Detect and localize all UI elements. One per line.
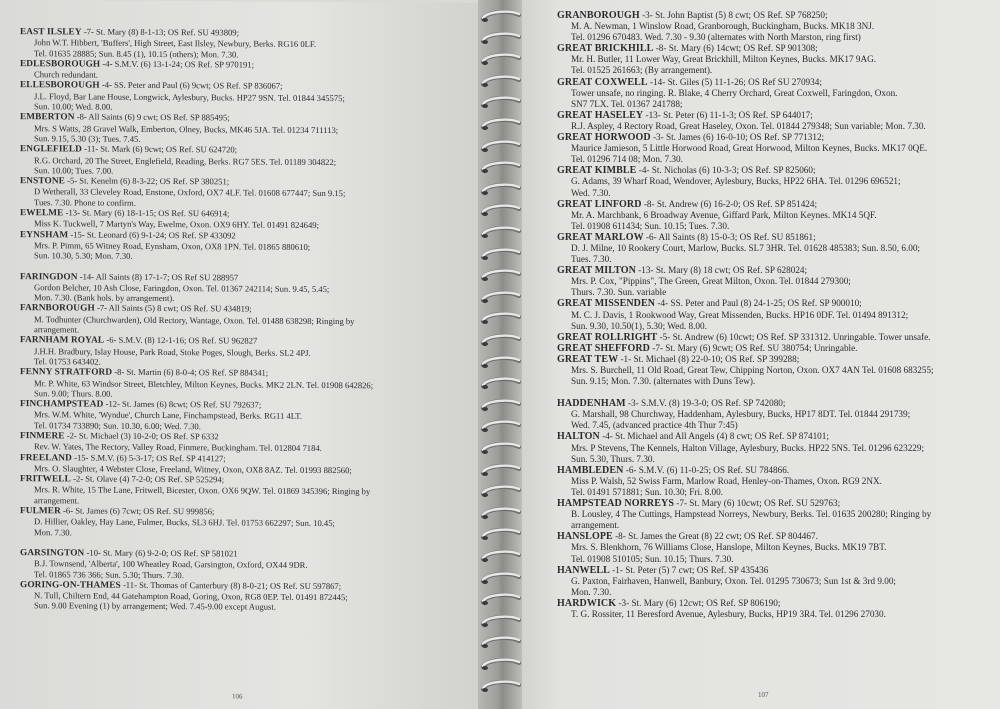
entry-detail-line: Wed. 7.45, (advanced practice 4th Thur 7:45) [571,420,738,431]
tower-name: EAST ILSLEY [20,27,82,38]
entry-heading-line [557,431,987,442]
entry-detail-line: Tel. 01734 733890; Sun. 10.30, 6.00; Wed. 7.30. [34,419,201,431]
tower-name: GREAT LINFORD [557,198,642,210]
entry-detail-line: Tel. 01865 736 366; Sun. 5.30; Thurs. 7.30. [34,568,184,580]
spiral-ring [480,269,522,282]
tower-entry [20,452,475,476]
spiral-ring [480,53,522,66]
entry-detail-line: Sun. 9.00; Thurs. 8.00. [34,388,113,399]
tower-details: -6- All Saints (8) 15-0-3; OS Ref. SU 851861; [645,231,816,242]
tower-details: -3- S.M.V. (8) 19-3-0; OS Ref. SP 742080; [627,398,786,409]
entry-detail-line: Tel. 01525 261663; (By arrangement). [571,65,713,76]
entry-heading-line [557,565,987,576]
tower-details: -14- All Saints (8) 17-1-7; OS Ref SU 288957 [79,271,239,282]
entry-heading-line [557,343,987,354]
entry-detail-line: Tel. 01296 670483. Wed. 7.30 - 9.30 (alternates with North Marston, ring first) [571,32,861,43]
tower-details: -6- St. James (6) 7cwt; OS Ref. SU 999856; [63,505,215,517]
spiral-ring [480,550,522,563]
spiral-ring [480,96,522,109]
spiral-ring [480,680,522,693]
spiral-ring [480,356,522,369]
tower-details: -8- St. Martin (6) 8-0-4; OS Ref. SP 884341; [114,366,269,378]
entry-detail-line: N. Tull, Chiltern End, 44 Gatehampton Road, Goring, Oxon, RG8 0EP. Tel. 01491 872445; [34,590,348,603]
spiral-ring [480,140,522,153]
entry-detail-line: D Wetherall, 33 Cleveley Road, Enstone, Oxford, OX7 4LF. Tel. 01608 677447; Sun 9.15; [34,186,346,199]
entry-detail-line: Tel. 01908 510105; Sun. 10.15; Thurs. 7.30. [571,553,734,564]
entry-detail-line: Sun. 9.30, 10.50(1), 5.30; Wed. 8.00. [571,320,707,331]
tower-details: -8- St. Mary (6) 14cwt; OS Ref. SP 901308; [655,43,818,54]
tower-name: GRANBOROUGH [557,10,640,21]
entry-detail-line: Church redundant. [34,69,98,80]
tower-entry [20,58,475,82]
entry-detail-line: Mon. 7.30. (Bank hols. by arrangement). [34,292,175,304]
tower-name: EMBERTON [20,112,75,123]
tower-name: GREAT SHEFFORD [557,342,650,354]
entry-detail-line: Gordon Belcher, 10 Ash Close, Faringdon, Oxon. Tel. 01367 242114; Sun. 9.45, 5.45; [34,282,330,294]
tower-name: FRITWELL [20,474,71,485]
tower-entry [557,354,987,387]
tower-name: GREAT HASELEY [557,109,644,121]
entry-detail-line: Mr. A. Marchbank, 6 Broadway Avenue, Giffard Park, Milton Keynes. MK14 5QF. [571,209,877,220]
entry-detail-line: Miss P. Walsh, 52 Swiss Farm, Marlow Road, Henley-on-Thames, Oxon. RG9 2NX. [571,475,882,486]
entry-detail-line: Tel. 01296 714 08; Mon. 7.30. [571,154,683,165]
spiral-ring [480,334,522,347]
tower-entry [557,598,987,620]
tower-details: -15- S.M.V. (6) 5-3-17; OS Ref. SP 414127; [74,452,226,463]
tower-details: -8- St. Andrew (6) 16-2-0; OS Ref. SP 851424; [643,198,818,209]
tower-name: HARDWICK [557,597,617,609]
tower-details: -4- St. Nicholas (6) 10-3-3; OS Ref. SP 825060; [638,165,816,176]
tower-entry [20,398,475,433]
entry-detail-line: J.H.H. Bradbury, Islay House, Park Road, Stoke Poges, Slough, Berks. SL2 4PJ. [34,345,311,358]
tower-details: -4- S.M.V. (6) 13-1-24; OS Ref. SP 970191; [102,58,254,70]
entry-heading-line [557,43,987,54]
spiral-ring [480,118,522,131]
right-entries [557,10,987,620]
entry-heading-line [557,398,987,409]
spiral-ring [480,636,522,649]
entry-detail-line: Mr. P. White, 63 Windsor Street, Bletchley, Milton Keynes, Bucks. MK2 2LN. Tel. 01908 642826; [34,377,374,390]
entry-detail-line: Mrs. S. Burchell, 11 Old Road, Great Tew, Chipping Norton, Oxon. OX7 4AN Tel. 01608 683255; [571,365,934,375]
tower-entry [557,565,987,598]
spiral-ring [480,32,522,45]
entry-detail-line: R.G. Orchard, 20 The Street, Englefield, Reading, Berks. RG7 5ES. Tel. 01189 304822; [34,154,337,167]
spiral-ring [480,204,522,217]
tower-entry [20,473,475,508]
tower-entry [557,10,987,43]
tower-entry [557,332,987,343]
tower-name: EDLESBOROUGH [20,59,101,70]
tower-details: -6- S.M.V. (6) 11-0-25; OS Ref. SU 784866. [625,464,790,475]
tower-entry [20,80,475,115]
spiral-ring [480,248,522,261]
tower-details: -5- St. Andrew (6) 10cwt; OS Ref. SP 331312. Unringable. Tower unsafe. [659,331,931,342]
entry-detail-line: M. Todhunter (Churchwarden), Old Rectory, Wantage, Oxon. Tel. 01488 638298; Ringing by [34,313,355,326]
entry-detail-line: Sun. 5.30, Thurs. 7.30. [571,453,655,464]
tower-details: -4- SS. Peter and Paul (6) 9cwt; OS Ref. SP 836067; [101,80,283,92]
entry-detail-line: Mrs. P. Cox, "Pippins", The Green, Great Milton, Oxon. Tel. 01844 279300; [571,276,851,287]
tower-entry [557,77,987,110]
tower-details: -13- St. Peter (6) 11-1-3; OS Ref. SP 644017; [645,109,813,120]
tower-name: GREAT MISSENDEN [557,298,656,310]
entry-detail-line: Maurice Jamieson, 5 Little Horwood Road, Great Horwood, Milton Keynes, Bucks. MK17 0QE. [571,143,928,154]
tower-name: HANSLOPE [557,531,613,543]
spiral-ring [480,161,522,174]
tower-details: -3- St. John Baptist (5) 8 cwt; OS Ref. SP 768250; [642,10,828,20]
tower-details: -4- SS. Peter and Paul (8) 24-1-25; OS Ref. SP 900010; [657,298,862,309]
tower-entry [557,531,987,564]
tower-name: FINCHAMPSTEAD [20,399,104,410]
tower-details: -7- St. Mary (8) 8-1-13; OS Ref. SU 493809; [83,26,239,38]
tower-details: -1- St. Michael (8) 22-0-10; OS Ref. SP 399288; [620,353,800,364]
entry-heading-line [557,110,987,121]
tower-entry [557,199,987,232]
entry-detail-line: Sun. 9.00 Evening (1) by arrangement; Wed. 7.45-9.00 except August. [34,600,276,613]
entry-heading-line [557,298,987,309]
left-page-number: 106 [232,692,243,701]
entry-heading-line [557,132,987,143]
entry-detail-line: Tel. 01753 643402. [34,356,101,367]
tower-details: -8- All Saints (6) 9 cwt; OS Ref. SP 885495; [76,111,230,123]
tower-details: -1- St. Peter (5) 7 cwt; OS Ref. SP 435436 [612,564,769,575]
tower-entry [20,303,475,338]
entry-detail-line: Rev. W. Yates, The Rectory, Valley Road, Finmere, Buckingham. Tel. 012804 7184. [34,441,322,454]
entry-heading-line [557,10,987,21]
tower-entry [20,579,475,614]
spiral-ring [480,291,522,304]
tower-details: -7- St. Mary (6) 9cwt; OS Ref. SU 380754; Unringable. [652,342,858,353]
entry-detail-line: Sun. 10.00; Wed. 8.00. [34,101,113,112]
entry-detail-line: G. Adams, 39 Wharf Road, Wendover, Aylesbury, Bucks, HP22 6HA. Tel. 01296 696521; [571,176,901,187]
tower-entry [20,271,475,306]
spiral-ring [480,485,522,498]
tower-name: GREAT TEW [557,353,619,365]
tower-entry [557,165,987,198]
entry-detail-line: Tues. 7.30. [571,254,612,265]
tower-entry [20,430,475,454]
tower-name: FENNY STRATFORD [20,367,113,378]
tower-name: GORING-ON-THAMES [20,579,121,591]
tower-name: HALTON [557,431,600,443]
spiral-ring [480,658,522,671]
entry-detail-line: Sun. 10.30, 5.30; Mon. 7.30. [34,250,133,262]
tower-entry [557,110,987,132]
entry-detail-line: M. C. J. Davis, 1 Rookwood Way, Great Missenden, Bucks. HP16 0DF. Tel. 01494 891312; [571,309,909,320]
tower-entry [20,547,475,582]
tower-entry [557,465,987,498]
tower-name: HANWELL [557,564,610,576]
entry-detail-line: Wed. 7.30. [571,187,611,198]
tower-details: -13- St. Mary (6) 18-1-15; OS Ref. SU 646914; [65,207,230,219]
tower-details: -6- S.M.V. (8) 12-1-16; OS Ref. SU 962827 [106,334,258,346]
tower-entry [557,343,987,354]
spiral-ring [480,10,522,23]
spiral-ring [480,464,522,477]
tower-name: GREAT MILTON [557,265,636,277]
tower-name: GREAT MARLOW [557,231,644,243]
tower-name: GARSINGTON [20,548,85,559]
entry-detail-line: Miss K. Tuckwell, 7 Martyn's Way, Ewelme, Oxon. OX9 6HY. Tel. 01491 824649; [34,218,319,231]
tower-entry [20,505,475,540]
tower-details: -7- All Saints (5) 8 cwt; OS Ref. SU 434819; [96,303,252,314]
spiral-ring [480,442,522,455]
entry-heading-line [557,465,987,476]
tower-name: FINMERE [20,431,65,442]
entry-detail-line: Mrs. P Stevens, The Kennels, Halton Village, Aylesbury, Bucks. HP22 5NS. Tel. 01296 623229; [571,442,925,453]
entry-detail-line: Tues. 7.30. Phone to confirm. [34,196,136,208]
entry-detail-line: Mrs. P. Pimm, 65 Witney Road, Eynsham, Oxon, OX8 1PN. Tel. 01865 880610; [34,240,311,252]
spiral-ring [480,226,522,239]
tower-name: GREAT BRICKHILL [557,43,654,55]
tower-details: -12- St. James (6) 8cwt; OS Ref. SU 792637; [105,398,262,410]
entry-detail-line: Sun. 10.00; Tues. 7.00. [34,165,114,176]
tower-name: GREAT ROLLRIGHT [557,331,658,343]
tower-details: -2- St. Michael (3) 10-2-0; OS Ref. SP 6332 [66,430,219,442]
tower-details: -15- St. Leonard (6) 9-1-24; OS Ref. SP 433092 [70,229,236,241]
tower-name: FULMER [20,506,61,517]
entry-detail-line: G. Marshall, 98 Churchway, Haddenham, Aylesbury, Bucks, HP17 8DT. Tel. 01844 291739; [571,409,911,420]
section-gap [557,387,987,398]
spiral-ring [480,593,522,606]
entry-detail-line: G. Paxton, Fairhaven, Hanwell, Banbury, Oxon. Tel. 01295 730673; Sun 1st & 3rd 9.00; [571,575,896,586]
tower-name: HAMPSTEAD NORREYS [557,498,674,510]
spiral-ring [480,572,522,585]
entry-detail-line: D. J. Milne, 10 Rookery Court, Marlow, Bucks. SL7 3HR. Tel. 01628 485383; Sun. 8.50, 6.00; [571,242,920,253]
entry-heading-line [557,265,987,276]
tower-entry [557,298,987,331]
entry-detail-line: Sun. 9.15; Mon. 7.30. (alternates with Duns Tew). [571,376,756,387]
spiral-ring [480,377,522,390]
entry-detail-line: Mon. 7.30. [34,526,72,538]
spiral-ring [480,528,522,541]
tower-entry [20,207,475,231]
entry-heading-line [557,165,987,176]
tower-entry [557,43,987,76]
entry-detail-line: R.J. Aspley, 4 Rectory Road, Great Haseley, Oxon. Tel. 01844 279348; Sun variable; Mon. 7.30. [571,120,926,131]
entry-detail-line: Tel. 01908 611434; Sun. 10.15; Tues. 7.30. [571,220,730,231]
tower-entry [20,26,475,61]
entry-detail-line: SN7 7LX. Tel. 01367 241788; [571,98,683,109]
right-page [500,0,1000,709]
tower-name: GREAT HORWOOD [557,132,651,144]
entry-detail-line: Mrs. S. Blenkhorn, 76 Williams Close, Hanslope, Milton Keynes, Bucks. MK19 7BT. [571,542,887,553]
entry-detail-line: arrangement. [34,494,80,506]
tower-name: FARINGDON [20,271,78,283]
tower-entry [20,366,475,401]
tower-details: -3- St. James (6) 16-0-10; OS Ref. SP 771312; [652,132,825,143]
tower-name: GREAT COXWELL [557,76,648,88]
tower-details: -13- St. Mary (8) 18 cwt; OS Ref. SP 628024; [638,265,808,276]
entry-heading-line [557,498,987,509]
tower-name: FARNHAM ROYAL [20,335,105,346]
tower-details: -8- St. James the Great (8) 22 cwt; OS Ref. SP 804467. [615,531,818,542]
entry-detail-line: Mrs. W.M. White, 'Wyndue', Church Lane, Finchampstead, Berks. RG11 4LT. [34,409,302,422]
spiral-ring [480,75,522,88]
tower-name: HAMBLEDEN [557,464,624,476]
tower-name: GREAT KIMBLE [557,165,637,177]
entry-detail-line: J.L. Floyd, Bar Lane House, Longwick, Aylesbury, Bucks. HP27 9SN. Tel. 01844 345575; [34,90,345,103]
entry-heading-line [557,332,987,343]
entry-detail-line: arrangement. [34,324,80,335]
tower-details: -7- St. Mary (6) 10cwt; OS Ref. SU 529763; [676,498,841,509]
tower-entry [557,431,987,464]
entry-detail-line: Sun. 9.15, 5.30 (3); Tues. 7.45. [34,133,141,144]
tower-entry [20,143,475,178]
entry-detail-line: Mrs. S Watts, 28 Gravel Walk, Emberton, Olney, Bucks, MK46 5JA. Tel. 01234 711113; [34,122,339,135]
tower-details: -5- St. Kenelm (6) 8-3-22; OS Ref. SP 380251; [67,175,230,187]
tower-entry [557,132,987,165]
tower-name: ENSTONE [20,176,65,187]
tower-details: -11- St. Mark (6) 9cwt; OS Ref. SU 624720; [84,143,238,155]
tower-details: -4- St. Michael and All Angels (4) 8 cwt; OS Ref. SP 874101; [602,431,829,442]
tower-name: ELLESBOROUGH [20,80,100,92]
entry-detail-line: B.J. Townsend, 'Alberta', 100 Wheatley Road, Garsington, Oxford, OX44 9DR. [34,558,308,571]
entry-detail-line: M. A. Newman, 1 Winslow Road, Granborough, Buckingham, Bucks. MK18 3NJ. [571,21,875,32]
entry-detail-line: Mrs. R. White, 15 The Lane, Fritwell, Bicester, Oxon. OX6 9QW. Tel. 01869 345396; Ringing by [34,484,371,497]
entry-heading-line [557,199,987,210]
spiral-ring [480,420,522,433]
tower-entry [20,334,475,369]
tower-entry [20,175,475,210]
entry-heading-line [557,598,987,609]
entry-detail-line: Mrs. O. Slaughter, 4 Webster Close, Freeland, Witney, Oxon, OX8 8AZ. Tel. 01993 882560; [34,463,352,476]
entry-heading-line [557,531,987,542]
tower-entry [557,498,987,531]
tower-name: HADDENHAM [557,398,626,410]
entry-detail-line: arrangement. [571,520,620,531]
tower-details: -11- St. Thomas of Canterbury (8) 8-0-21; OS Ref. SU 597867; [122,579,342,591]
entry-detail-line: Mon. 7.30. [571,586,612,597]
entry-detail-line: John W.T. Hibbert, 'Buffers', High Street, East Ilsley, Newbury, Berks. RG16 0LF. [34,37,317,50]
tower-name: EWELME [20,208,64,219]
spiral-ring [480,399,522,412]
tower-name: EYNSHAM [20,229,69,241]
tower-details: -2- St. Olave (4) 7-2-0; OS Ref. SP 525294; [73,473,225,485]
entry-detail-line: T. G. Rossiter, 11 Beresford Avenue, Aylesbury, Bucks, HP19 3R4. Tel. 01296 27030. [571,608,886,619]
entry-detail-line: D. Hillier, Oakley, Hay Lane, Fulmer, Bucks, SL3 6HJ. Tel. 01753 662297; Sun. 10.45; [34,516,335,529]
entry-heading-line [557,354,987,365]
tower-entry [557,265,987,298]
tower-details: -3- St. Mary (6) 12cwt; OS Ref. SP 806190; [618,597,781,608]
entry-detail-line: Tel. 01635 28885; Sun. 8.45 (1), 10.15 (others); Mon. 7.30. [34,47,239,60]
tower-name: ENGLEFIELD [20,144,82,155]
left-entries [20,26,475,614]
tower-name: FREELAND [20,452,72,464]
tower-details: -10- St. Mary (6) 9-2-0; OS Ref. SP 581021 [86,547,238,559]
spiral-ring [480,615,522,628]
entry-heading-line [557,77,987,88]
entry-detail-line: Thurs. 7.30. Sun. variable [571,287,667,298]
tower-details: -14- St. Giles (5) 11-1-26; OS Ref SU 270934; [649,76,822,87]
entry-detail-line: Tel. 01491 571881; Sun. 10.30; Fri. 8.00. [571,486,723,497]
tower-entry [557,398,987,431]
tower-entry [20,229,475,264]
entry-detail-line: Mr. H. Butler, 11 Lower Way, Great Brickhill, Milton Keynes, Bucks. MK17 9AG. [571,54,877,65]
entry-heading-line [557,232,987,243]
tower-name: FARNBOROUGH [20,303,95,315]
spiral-ring [480,507,522,520]
entry-detail-line: B. Lousley, 4 The Cuttings, Hampstead Norreys, Newbury, Berks. Tel. 01635 200280; Ringing by [571,509,932,520]
entry-detail-line: Tower unsafe, no ringing. R. Blake, 4 Cherry Orchard, Great Coxwell, Faringdon, Oxon. [571,87,898,98]
spiral-ring [480,183,522,196]
tower-entry [557,232,987,265]
tower-entry [20,111,475,146]
right-page-number: 107 [758,691,769,699]
spiral-ring [480,312,522,325]
